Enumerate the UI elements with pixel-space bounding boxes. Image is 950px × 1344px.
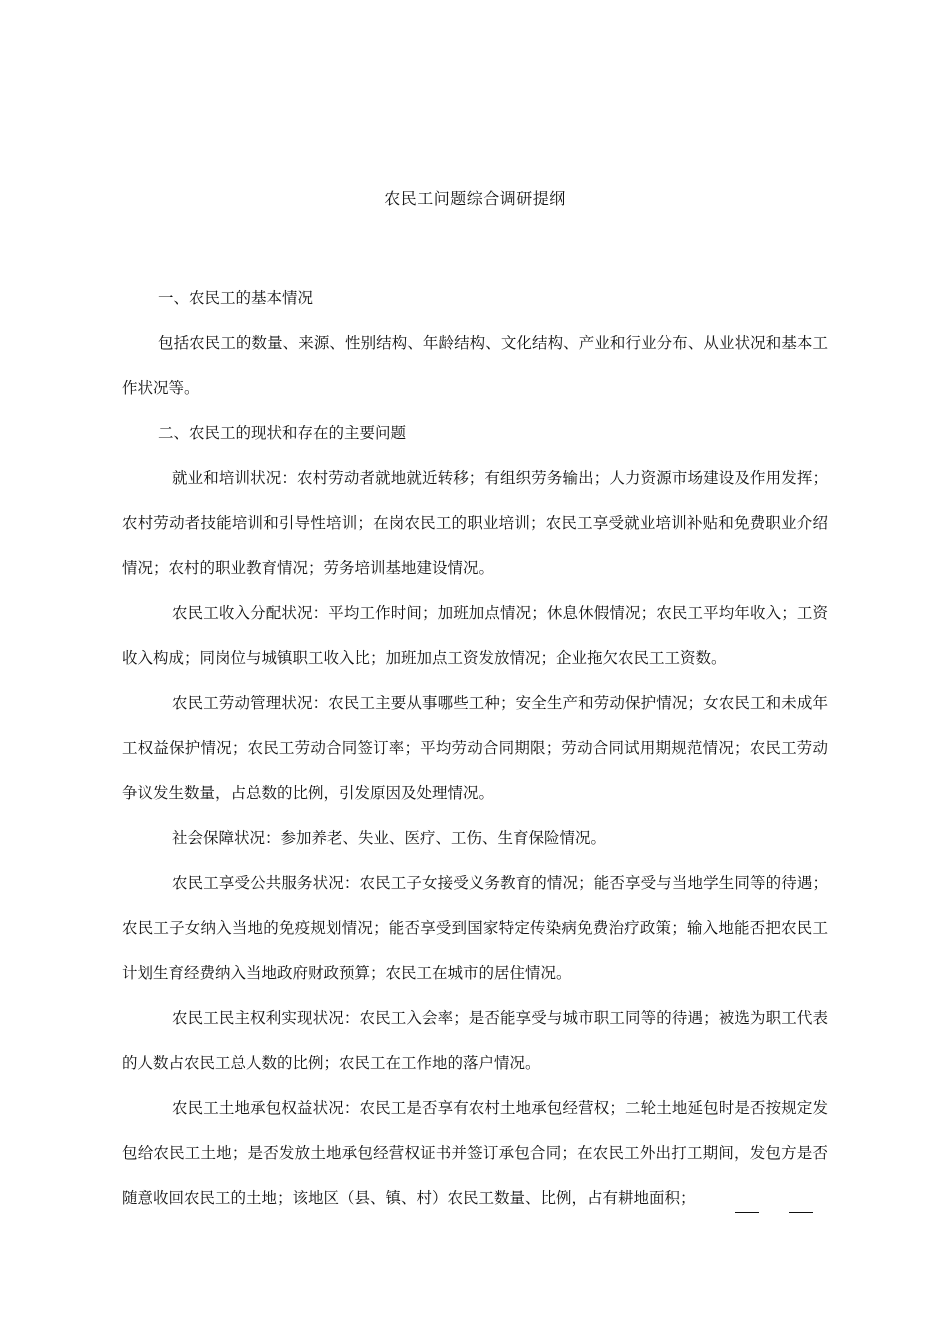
paragraph-social-security: 社会保障状况：参加养老、失业、医疗、工伤、生育保险情况。 xyxy=(172,829,607,847)
document-title: 农民工问题综合调研提纲 xyxy=(384,189,566,208)
paragraph-income-distribution: 农民工收入分配状况：平均工作时间；加班加点情况；休息休假情况；农民工平均年收入；工资收入构成；同岗位与城镇职工收入比；加班加点工资发放情况；企业拖欠农民工工资数。 xyxy=(122,604,828,667)
footer-dash-right xyxy=(789,1212,813,1213)
paragraph-public-services: 农民工享受公共服务状况：农民工子女接受义务教育的情况；能否享受与当地学生同等的待遇；农民工子女纳入当地的免疫规划情况；能否享受到国家特定传染病免费治疗政策；输入地能否把农民工计划生育经费纳入当地政府财政预算；农民工在城市的居住情况。 xyxy=(122,874,828,982)
paragraph-basic-info: 包括农民工的数量、来源、性别结构、年龄结构、文化结构、产业和行业分布、从业状况和基本工作状况等。 xyxy=(122,334,828,397)
paragraph-employment-training: 就业和培训状况：农村劳动者就地就近转移；有组织劳务输出；人力资源市场建设及作用发挥；农村劳动者技能培训和引导性培训；在岗农民工的职业培训；农民工享受就业培训补贴和免费职业介绍情况；农村的职业教育情况；劳务培训基地建设情况。 xyxy=(122,469,828,577)
page-footer-marks xyxy=(735,1212,815,1214)
paragraph-land-rights: 农民工土地承包权益状况：农民工是否享有农村土地承包经营权；二轮土地延包时是否按规定发包给农民工土地；是否发放土地承包经营权证书并签订承包合同；在农民工外出打工期间，发包方是否随意收回农民工的土地；该地区（县、镇、村）农民工数量、比例，占有耕地面积； xyxy=(122,1099,828,1207)
section-heading-problems: 二、农民工的现状和存在的主要问题 xyxy=(158,424,407,442)
section-heading-basic: 一、农民工的基本情况 xyxy=(158,289,314,307)
paragraph-democratic-rights: 农民工民主权利实现状况：农民工入会率；是否能享受与城市职工同等的待遇；被选为职工代表的人数占农民工总人数的比例；农民工在工作地的落户情况。 xyxy=(122,1009,828,1072)
document-body xyxy=(122,276,828,1221)
paragraph-labor-management: 农民工劳动管理状况：农民工主要从事哪些工种；安全生产和劳动保护情况；女农民工和未成年工权益保护情况；农民工劳动合同签订率；平均劳动合同期限；劳动合同试用期规范情况；农民工劳动争议发生数量，占总数的比例，引发原因及处理情况。 xyxy=(122,694,828,802)
footer-dash-left xyxy=(735,1212,759,1213)
